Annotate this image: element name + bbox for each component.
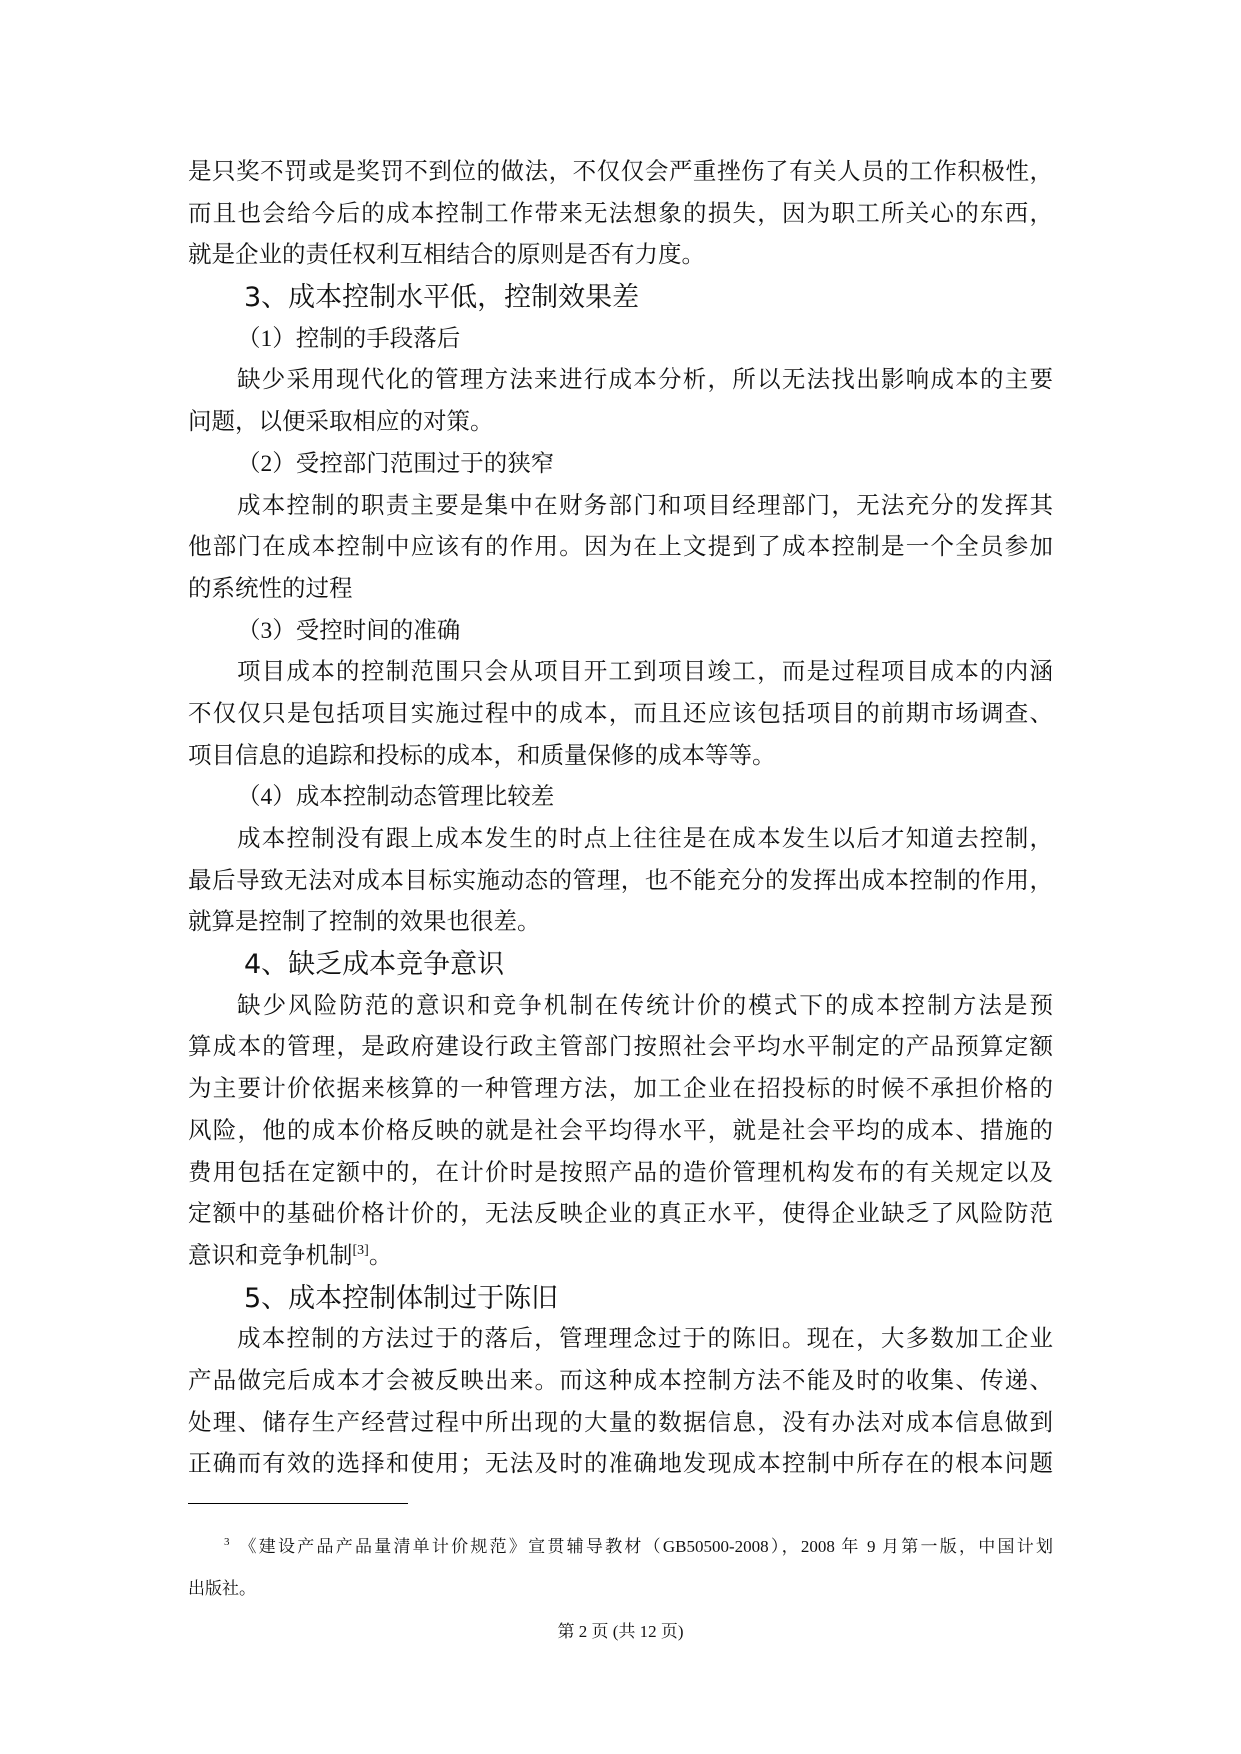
body-line: 项目成本的控制范围只会从项目开工到项目竣工，而是过程项目成本的内涵 [237, 659, 1053, 686]
subsection-title: （3）受控时间的准确 [237, 617, 461, 644]
body-line: 项目信息的追踪和投标的成本，和质量保修的成本等等。 [188, 742, 776, 769]
body-line: 不仅仅只是包括项目实施过程中的成本，而且还应该包括项目的前期市场调查、 [188, 700, 1053, 727]
body-line: 正确而有效的选择和使用；无法及时的准确地发现成本控制中所存在的根本问题 [188, 1451, 1053, 1478]
body-line: 成本控制没有跟上成本发生的时点上往往是在成本发生以后才知道去控制， [237, 826, 1053, 852]
paragraph [188, 360, 1053, 443]
footnote-separator [188, 1503, 408, 1504]
body-line: 费用包括在定额中的，在计价时是按照产品的造价管理机构发布的有关规定以及 [188, 1159, 1053, 1186]
body-line: 风险，他的成本价格反映的就是社会平均得水平，就是社会平均的成本、措施的 [188, 1117, 1053, 1144]
intro-paragraph [188, 152, 1053, 277]
body-line: 定额中的基础价格计价的，无法反映企业的真正水平，使得企业缺乏了风险防范 [188, 1201, 1053, 1228]
body-line: 产品做完后成本才会被反映出来。而这种成本控制方法不能及时的收集、传递、 [188, 1367, 1053, 1394]
body-line: 问题，以便采取相应的对策。 [188, 409, 494, 436]
paragraph [188, 486, 1053, 611]
body-line: 处理、储存生产经营过程中所出现的大量的数据信息，没有办法对成本信息做到 [188, 1409, 1053, 1436]
paragraph [188, 1319, 1053, 1486]
page-body [188, 152, 1053, 1486]
footnote-mark: 3 [224, 1536, 230, 1548]
footnote-line [188, 1526, 1053, 1568]
body-line: 算成本的管理，是政府建设行政主管部门按照社会平均水平制定的产品预算定额 [188, 1034, 1053, 1061]
footnote-ref: [3] [352, 1243, 369, 1259]
subsection-title: （1）控制的手段落后 [237, 325, 461, 352]
body-line: 最后导致无法对成本目标实施动态的管理，也不能充分的发挥出成本控制的作用， [188, 867, 1053, 894]
body-line: 的系统性的过程 [188, 575, 353, 602]
body-line: 是只奖不罚或是奖罚不到位的做法，不仅仅会严重挫伤了有关人员的工作积极性， [188, 159, 1053, 185]
body-line: 就算是控制了控制的效果也很差。 [188, 909, 541, 936]
body-line: 为主要计价依据来核算的一种管理方法，加工企业在招投标的时候不承担价格的 [188, 1076, 1053, 1103]
footnote [188, 1526, 1053, 1610]
body-line: 成本控制的职责主要是集中在财务部门和项目经理部门，无法充分的发挥其 [237, 492, 1053, 519]
subsection-title: （2）受控部门范围过于的狭窄 [237, 450, 555, 477]
section-heading: 4、缺乏成本竞争意识 [244, 949, 505, 981]
body-line-tail: 。 [368, 1242, 393, 1269]
body-line: 而且也会给今后的成本控制工作带来无法想象的损失，因为职工所关心的东西， [188, 200, 1053, 227]
body-line: 缺少采用现代化的管理方法来进行成本分析，所以无法找出影响成本的主要 [237, 367, 1053, 394]
section-heading: 5、成本控制体制过于陈旧 [244, 1282, 559, 1314]
paragraph [188, 819, 1053, 944]
paragraph [188, 986, 1053, 1278]
page-number: 第 2 页 (共 12 页) [557, 1622, 684, 1641]
body-line: 缺少风险防范的意识和竞争机制在传统计价的模式下的成本控制方法是预 [237, 992, 1053, 1019]
section-heading: 3、成本控制水平低，控制效果差 [244, 282, 640, 314]
body-line-text: 意识和竞争机制 [188, 1242, 353, 1269]
paragraph [188, 652, 1053, 777]
footnote-text: 《建设产品产品量清单计价规范》宣贯辅导教材（GB50500-2008），2008 年 9 月第一版，中国计划 [239, 1537, 1053, 1556]
body-line [188, 1236, 1053, 1278]
subsection-title: （4）成本控制动态管理比较差 [237, 784, 555, 811]
body-line: 就是企业的责任权利互相结合的原则是否有力度。 [188, 242, 705, 269]
body-line: 成本控制的方法过于的落后，管理理念过于的陈旧。现在，大多数加工企业 [237, 1326, 1053, 1353]
body-line: 他部门在成本控制中应该有的作用。因为在上文提到了成本控制是一个全员参加 [188, 534, 1053, 561]
footnote-line: 出版社。 [188, 1579, 256, 1598]
